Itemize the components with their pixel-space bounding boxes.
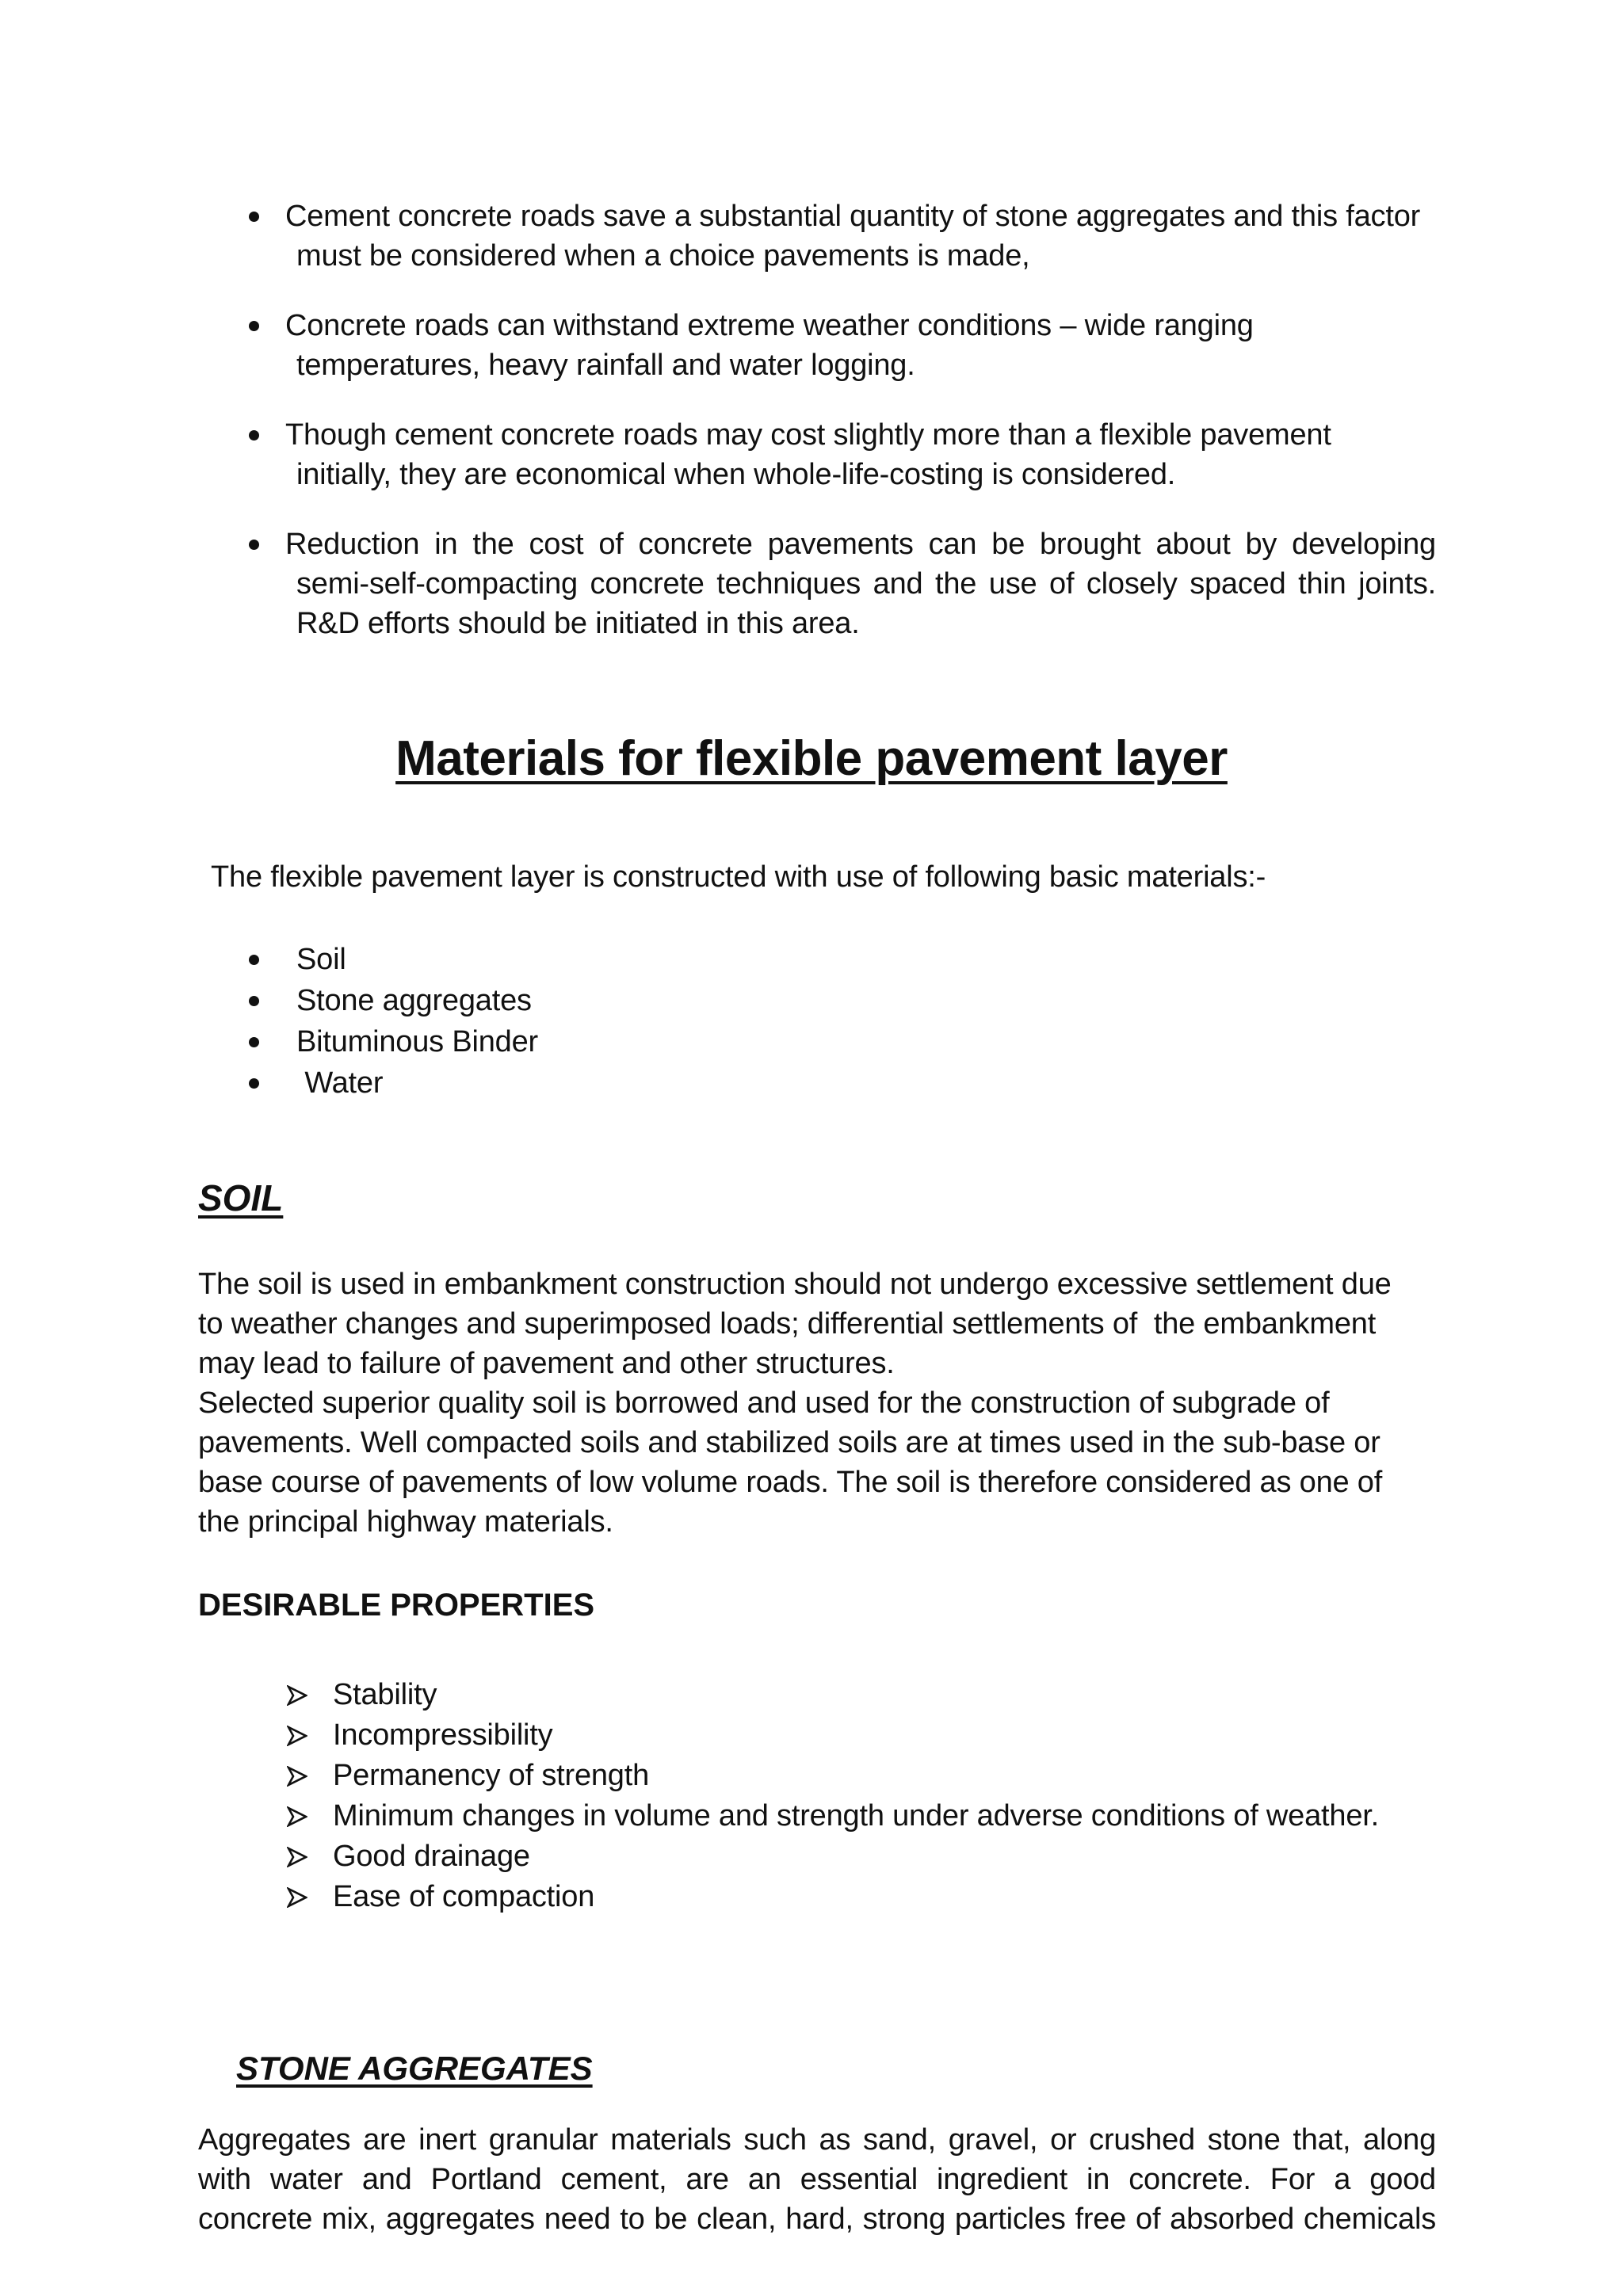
bullet-icon xyxy=(249,996,259,1006)
bullet-icon xyxy=(249,321,259,331)
list-item-text: Stability xyxy=(333,1678,437,1711)
paragraph-line: may lead to failure of pavement and other structures. xyxy=(198,1347,895,1380)
arrow-bullet-icon xyxy=(287,1685,307,1706)
paragraph-line: Aggregates are inert granular materials such as sand, gravel, or crushed stone that, along xyxy=(198,2123,1436,2157)
paragraph-line: to weather changes and superimposed loads; differential settlements of the embankment xyxy=(198,1307,1377,1341)
list-item-text: semi-self-compacting concrete techniques and the use of closely spaced thin joints. xyxy=(296,567,1436,601)
list-item xyxy=(287,1675,1379,1715)
list-item xyxy=(247,981,538,1022)
bullet-icon xyxy=(249,212,259,222)
list-item-text: Ease of compaction xyxy=(333,1880,595,1913)
list-item-text: Good drainage xyxy=(333,1840,530,1873)
paragraph-line: Selected superior quality soil is borrowed and used for the construction of subgrade of xyxy=(198,1386,1330,1420)
list-item-text: Reduction in the cost of concrete pavements can be brought about by developing xyxy=(285,528,1436,561)
list-item-text: Bituminous Binder xyxy=(296,1025,538,1058)
list-item-text: Though cement concrete roads may cost slightly more than a flexible pavement xyxy=(285,418,1331,452)
arrow-bullet-icon xyxy=(287,1726,307,1746)
arrow-bullet-icon xyxy=(287,1806,307,1827)
list-item-text: Soil xyxy=(296,943,346,976)
list-item-text: must be considered when a choice pavements is made, xyxy=(296,239,1030,273)
list-item xyxy=(247,524,1436,643)
bullet-icon xyxy=(249,430,259,441)
section-title: Materials for flexible pavement layer xyxy=(395,731,1228,786)
soil-paragraph-1 xyxy=(198,1264,1434,1383)
list-item-text: Permanency of strength xyxy=(333,1759,650,1792)
list-item-text: Cement concrete roads save a substantial quantity of stone aggregates and this factor xyxy=(285,200,1421,233)
list-item-text: initially, they are economical when whole-life-costing is considered. xyxy=(296,458,1176,491)
bullet-icon xyxy=(249,955,259,965)
arrow-bullet-icon xyxy=(287,1766,307,1787)
list-item-text: Concrete roads can withstand extreme weather conditions – wide ranging xyxy=(285,309,1254,342)
list-item-text: R&D efforts should be initiated in this area. xyxy=(296,607,860,640)
materials-list xyxy=(247,940,538,1104)
list-item-text: Incompressibility xyxy=(333,1718,553,1752)
paragraph-line: pavements. Well compacted soils and stabilized soils are at times used in the sub-base or xyxy=(198,1426,1381,1459)
list-item xyxy=(247,306,1436,385)
bullet-icon xyxy=(249,1037,259,1047)
paragraph-line: base course of pavements of low volume roads. The soil is therefore considered as one of xyxy=(198,1466,1383,1499)
list-item xyxy=(287,1715,1379,1756)
list-item xyxy=(287,1836,1379,1877)
list-item xyxy=(287,1796,1379,1836)
list-item xyxy=(247,415,1436,494)
soil-heading: SOIL xyxy=(198,1177,284,1219)
concrete-benefits-list xyxy=(247,196,1436,673)
list-item-text: Water xyxy=(296,1066,384,1100)
intro-text: The flexible pavement layer is constructed with use of following basic materials:- xyxy=(211,860,1266,894)
arrow-bullet-icon xyxy=(287,1847,307,1867)
arrow-bullet-icon xyxy=(287,1887,307,1908)
soil-paragraph-2 xyxy=(198,1383,1434,1542)
list-item xyxy=(247,1063,538,1104)
list-item xyxy=(287,1877,1379,1917)
paragraph-line: The soil is used in embankment construction should not undergo excessive settlement due xyxy=(198,1268,1392,1301)
list-item xyxy=(287,1756,1379,1796)
list-item xyxy=(247,196,1436,276)
bullet-icon xyxy=(249,1078,259,1089)
paragraph-line: the principal highway materials. xyxy=(198,1505,613,1539)
list-item xyxy=(247,1022,538,1063)
stone-aggregates-paragraph xyxy=(198,2120,1436,2239)
list-item xyxy=(247,940,538,981)
bullet-icon xyxy=(249,540,259,550)
desirable-properties-list xyxy=(287,1675,1379,1917)
desirable-properties-heading: DESIRABLE PROPERTIES xyxy=(198,1588,595,1623)
list-item-text: Minimum changes in volume and strength under adverse conditions of weather. xyxy=(333,1799,1379,1833)
paragraph-line: with water and Portland cement, are an essential ingredient in concrete. For a good xyxy=(198,2163,1436,2196)
list-item-text: temperatures, heavy rainfall and water logging. xyxy=(296,349,915,382)
list-item-text: Stone aggregates xyxy=(296,984,532,1017)
stone-aggregates-heading: STONE AGGREGATES xyxy=(236,2050,593,2087)
paragraph-line: concrete mix, aggregates need to be clean, hard, strong particles free of absorbed chemicals xyxy=(198,2203,1436,2236)
